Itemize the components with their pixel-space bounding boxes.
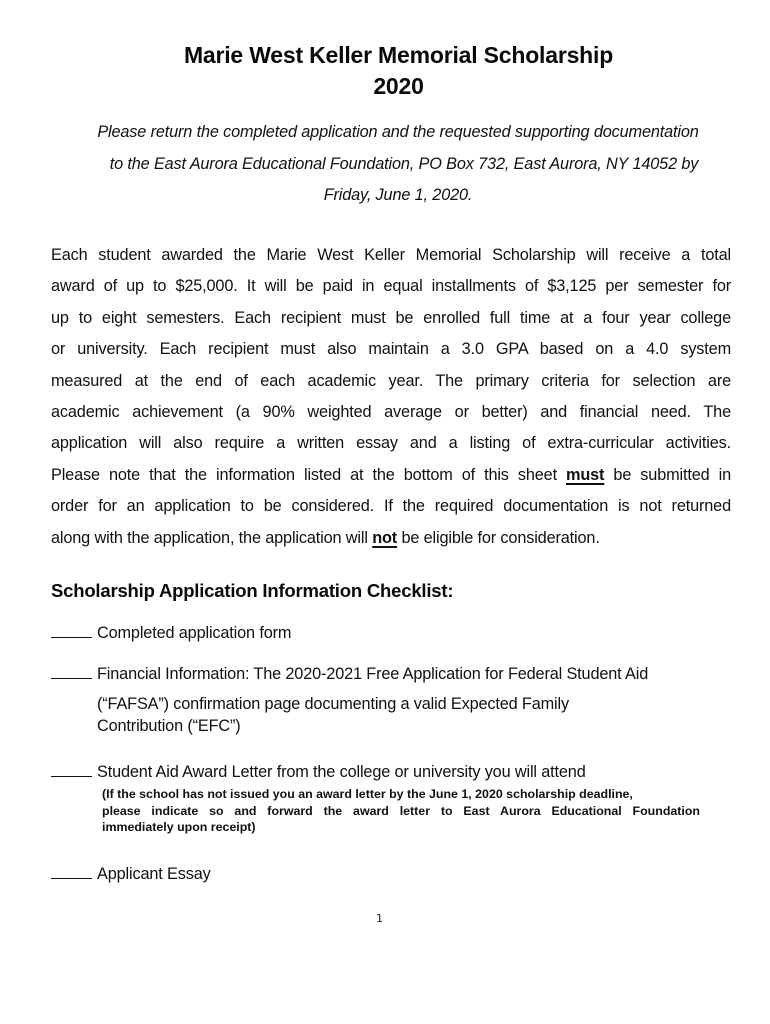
emphasis-not: not (372, 528, 398, 547)
checkbox-blank-line[interactable] (51, 622, 92, 638)
checklist-item-application-form (51, 622, 291, 643)
page-number: 1 (376, 912, 383, 925)
checklist-item-award-letter (51, 761, 586, 782)
checklist-item-continuation: Contribution (“EFC”) (97, 717, 241, 735)
checkbox-blank-line[interactable] (51, 761, 92, 777)
instructions-line: to the East Aurora Educational Foundation, PO Box 732, East Aurora, NY 14052 by (109, 154, 699, 173)
body-line: up to eight semesters. Each recipient must be enrolled full time at a four year college (51, 308, 731, 327)
body-line: measured at the end of each academic year. The primary criteria for selection are (51, 371, 731, 390)
instructions-line: Friday, June 1, 2020. (323, 186, 473, 204)
body-line (51, 523, 731, 554)
note-line: (If the school has not issued you an award letter by the June 1, 2020 scholarship deadline, (102, 787, 633, 801)
checklist-heading: Scholarship Application Information Checklist: (51, 580, 454, 601)
checklist-item-label: Student Aid Award Letter from the college or university you will attend (97, 763, 586, 781)
submission-instructions (52, 117, 744, 212)
document-title (0, 40, 770, 102)
checklist-item-label: Financial Information: The 2020-2021 Free Application for Federal Student Aid (97, 665, 649, 683)
award-letter-note (102, 786, 700, 836)
checklist-item-continuation: (“FAFSA”) confirmation page documenting a valid Expected Family (97, 695, 569, 713)
body-line: Each student awarded the Marie West Keller Memorial Scholarship will receive a total (51, 246, 731, 264)
title-line-1: Marie West Keller Memorial Scholarship (183, 42, 614, 68)
body-text: be eligible for consideration. (397, 528, 600, 547)
checklist-item-label: Applicant Essay (97, 865, 211, 883)
body-text: Please note that the information listed at the bottom of this sheet (51, 465, 567, 484)
note-line: please indicate so and forward the award letter to East Aurora Educational Foundation (102, 803, 700, 818)
body-text: be submitted in (604, 465, 731, 484)
body-line (51, 460, 731, 491)
checkbox-blank-line[interactable] (51, 863, 92, 879)
checklist-item-label: Completed application form (97, 624, 292, 642)
scholarship-description (51, 240, 731, 554)
body-line: or university. Each recipient must also maintain a 3.0 GPA based on a 4.0 system (51, 340, 731, 359)
body-line: application will also require a written essay and a listing of extra-curricular activities. (51, 434, 731, 453)
body-line: order for an application to be considered. If the required documentation is not returned (51, 497, 731, 516)
checklist-item-financial-information (51, 663, 648, 684)
emphasis-must: must (566, 465, 605, 484)
note-line: immediately upon receipt) (102, 820, 256, 834)
checkbox-blank-line[interactable] (51, 663, 92, 679)
checklist-item-applicant-essay (51, 863, 211, 884)
instructions-line: Please return the completed application and the requested supporting documentation (97, 123, 699, 141)
body-text: along with the application, the application will (51, 528, 373, 547)
title-line-2: 2020 (373, 73, 424, 99)
body-line: academic achievement (a 90% weighted average or better) and financial need. The (51, 403, 731, 422)
body-line: award of up to $25,000. It will be paid in equal installments of $3,125 per semester for (51, 277, 731, 296)
